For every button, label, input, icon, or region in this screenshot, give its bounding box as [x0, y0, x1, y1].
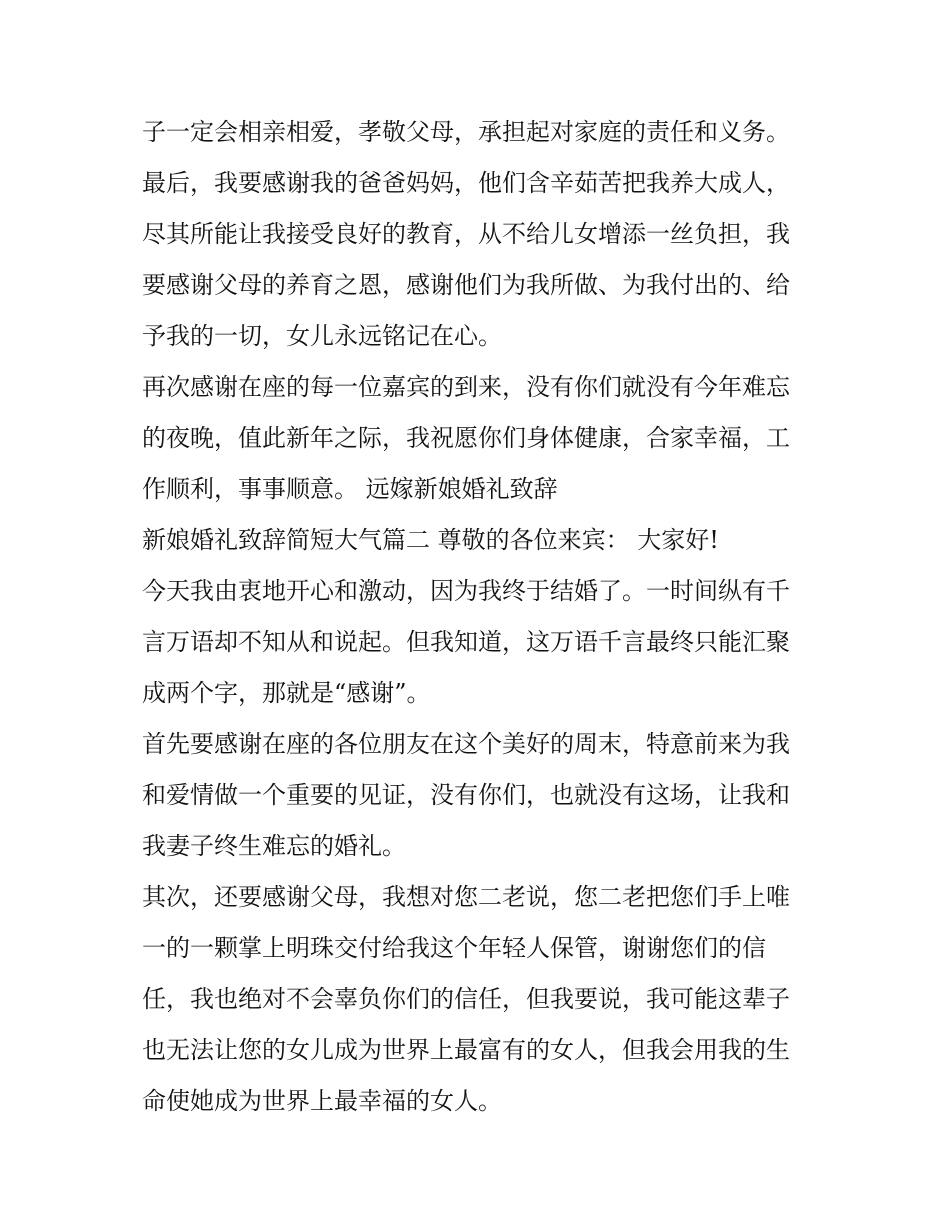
text-line: 最后，我要感谢我的爸爸妈妈，他们含辛茹苦把我养大成人， — [142, 169, 790, 197]
text-line: 和爱情做一个重要的见证，没有你们，也就没有这场，让我和 — [142, 781, 790, 809]
text-line: 也无法让您的女儿成为世界上最富有的女人，但我会用我的生 — [142, 1036, 790, 1064]
text-line: 的夜晚，值此新年之际，我祝愿你们身体健康，合家幸福，工 — [142, 424, 790, 452]
text-line: 尽其所能让我接受良好的教育，从不给儿女增添一丝负担，我 — [142, 220, 790, 248]
text-line: 作顺利，事事顺意。 远嫁新娘婚礼致辞 — [142, 475, 558, 503]
text-line: 新娘婚礼致辞简短大气篇二 尊敬的各位来宾： 大家好! — [142, 526, 719, 554]
text-line: 任，我也绝对不会辜负你们的信任，但我要说，我可能这辈子 — [142, 985, 790, 1013]
text-line: 成两个字，那就是“感谢”。 — [142, 679, 431, 707]
text-line: 一的一颗掌上明珠交付给我这个年轻人保管，谢谢您们的信 — [142, 934, 766, 962]
text-line: 子一定会相亲相爱，孝敬父母，承担起对家庭的责任和义务。 — [142, 118, 790, 146]
text-line: 言万语却不知从和说起。但我知道，这万语千言最终只能汇聚 — [142, 628, 790, 656]
text-line: 命使她成为世界上最幸福的女人。 — [142, 1087, 502, 1115]
text-line: 首先要感谢在座的各位朋友在这个美好的周末，特意前来为我 — [142, 730, 790, 758]
text-line: 我妻子终生难忘的婚礼。 — [142, 832, 406, 860]
text-line: 再次感谢在座的每一位嘉宾的到来，没有你们就没有今年难忘 — [142, 373, 790, 401]
text-line: 其次，还要感谢父母，我想对您二老说，您二老把您们手上唯 — [142, 883, 790, 911]
text-line: 要感谢父母的养育之恩，感谢他们为我所做、为我付出的、给 — [142, 271, 790, 299]
text-line: 今天我由衷地开心和激动，因为我终于结婚了。一时间纵有千 — [142, 577, 790, 605]
document-body — [142, 107, 822, 1127]
text-line: 予我的一切，女儿永远铭记在心。 — [142, 322, 502, 350]
